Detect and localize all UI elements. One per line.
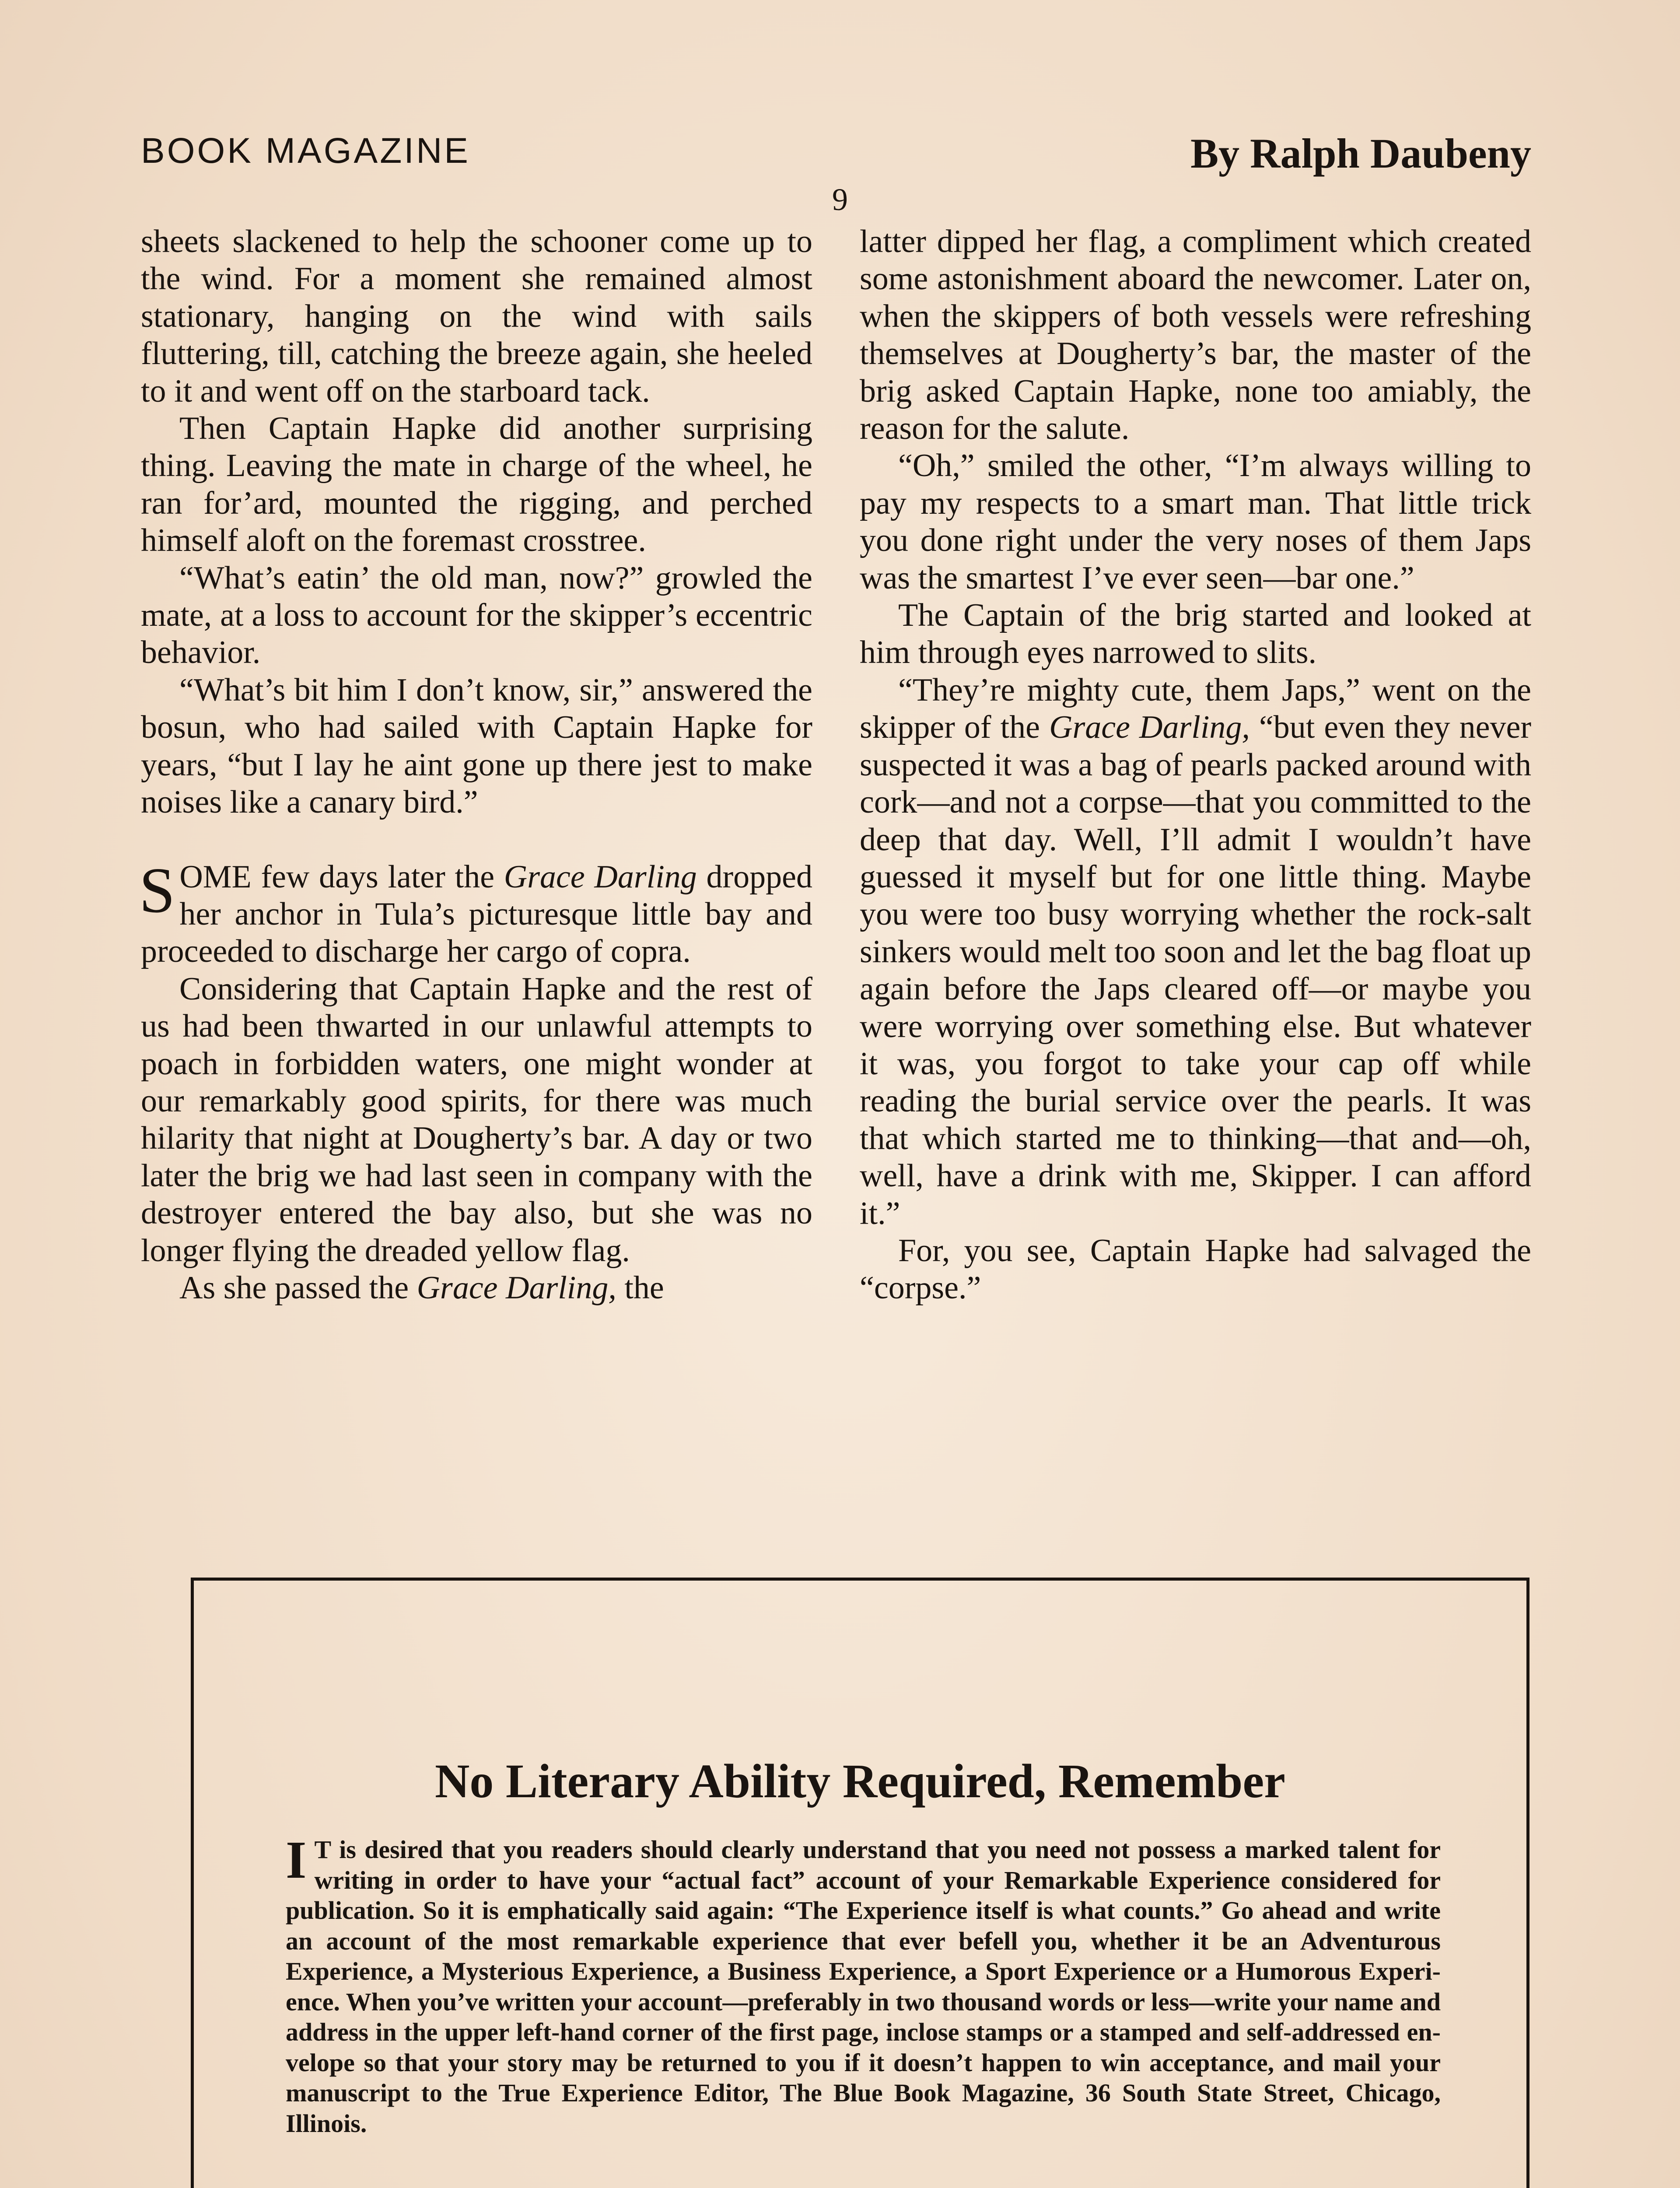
running-head-author: By Ralph Daubeny bbox=[1190, 130, 1531, 177]
paragraph: Considering that Captain Hapke and the rest of us had been thwarted in our unlawful attempts to poach in forbidden waters, one might wonder at our remarkably good spirits, for there was much hilarity that night at Dougherty’s bar. A day or two later the brig we had last seen in company with the destroyer entered the bay also, but she was no longer flying the dreaded yellow flag. bbox=[141, 971, 812, 1269]
paragraph: latter dipped her flag, a compliment which created some astonishment aboard the newcomer. Later on, when the skippers of both vessels were refreshing themselves at Dougherty’s bar, the master of the brig asked Captain Hapke, none too amiably, the reason for the salute. bbox=[860, 224, 1531, 447]
paragraph bbox=[860, 672, 1531, 1232]
paragraph: The Captain of the brig started and looked at him through eyes narrowed to slits. bbox=[860, 597, 1531, 671]
text-run: the bbox=[616, 1269, 664, 1306]
paragraph: For, you see, Captain Hapke had salvaged the “corpse.” bbox=[860, 1232, 1531, 1306]
paragraph bbox=[141, 1269, 812, 1307]
ship-name: Grace Darling, bbox=[416, 1269, 616, 1306]
paragraph: “What’s bit him I don’t know, sir,” answered the bosun, who had sailed with Captain Hapke for years, “but I lay he aint gone up there jest to make noises like a canary bird.” bbox=[141, 672, 812, 820]
section-opening-paragraph bbox=[139, 854, 812, 971]
ship-name: Grace Darling, bbox=[1049, 709, 1250, 746]
notice-body bbox=[286, 1830, 1441, 2139]
paragraph: Then Captain Hapke did another surprising thing. Leaving the mate in charge of the wheel, he ran for’ard, mounted the rigging, and perched himself aloft on the foremast crosstree. bbox=[141, 410, 812, 559]
text-run: OME few days later the bbox=[179, 859, 504, 895]
page-number: 9 bbox=[832, 182, 848, 217]
text-run: As she passed the bbox=[179, 1269, 417, 1306]
notice-box bbox=[191, 1578, 1530, 2188]
paragraph: “Oh,” smiled the other, “I’m always willing to pay my respects to a smart man. That little trick you done right under the very noses of them Japs was the smartest I’ve ever seen—bar one.” bbox=[860, 448, 1531, 596]
paragraph: sheets slackened to help the schooner come up to the wind. For a moment she remained almost stationary, hanging on the wind with sails fluttering, till, catching the breeze again, she heeled to it and went off on the starboard tack. bbox=[141, 224, 812, 409]
paragraph: “What’s eatin’ the old man, now?” growled the mate, at a loss to account for the skipper’s eccentric behavior. bbox=[141, 560, 812, 671]
running-head-magazine: BOOK MAGAZINE bbox=[141, 131, 470, 171]
drop-cap: S bbox=[139, 854, 175, 926]
notice-text: T is desired that you readers should clearly understand that you need not possess a marked talent for writing in order to have your “actual fact” account of your Remarkable Experience considered for publication. So it is emphatically said again: “The Experience itself is what counts.” Go ahead and write an account of the most remarkable experience that ever befell you, whether it be an Adventurous Experience, a Mysterious Experience, a Business Experience, a Sport Experience or a Humorous Experience. When you’ve written your account—preferably in two thousand words or less—write your name and address in the upper left-hand corner of the first page, inclose stamps or a stamped and self-addressed envelope so that your story may be returned to you if it doesn’t happen to win acceptance, and mail your manuscript to the True Experience Editor, The Blue Book Magazine, 36 South State Street, Chicago, Illinois. bbox=[286, 1835, 1441, 2138]
left-text-column bbox=[141, 223, 812, 1307]
text-run: “but even they never suspected it was a bag of pearls packed around with cork—and not a corpse—that you committed to the deep that day. Well, I’ll admit I wouldn’t have guessed it myself but for one little thing. Maybe you were too busy worrying whether the rock-salt sinkers would melt too soon and let the bag float up again before the Japs cleared off—or maybe you were worrying over something else. But whatever it was, you forgot to take your cap off while reading the burial service over the pearls. It was that which started me to thinking—that and—oh, well, have a drink with me, Skipper. I can afford it.” bbox=[860, 709, 1531, 1231]
ship-name: Grace Darling bbox=[504, 859, 697, 895]
text-run: dropped her anchor in Tula’s picturesque little bay and proceeded to discharge her cargo of copra. bbox=[141, 859, 812, 970]
text-run: “They’re mighty cute, them Japs,” went on the skipper of the bbox=[860, 672, 1531, 746]
right-text-column bbox=[860, 223, 1531, 1307]
drop-cap: I bbox=[286, 1830, 307, 1890]
notice-title: No Literary Ability Required, Remember bbox=[434, 1754, 1285, 1808]
